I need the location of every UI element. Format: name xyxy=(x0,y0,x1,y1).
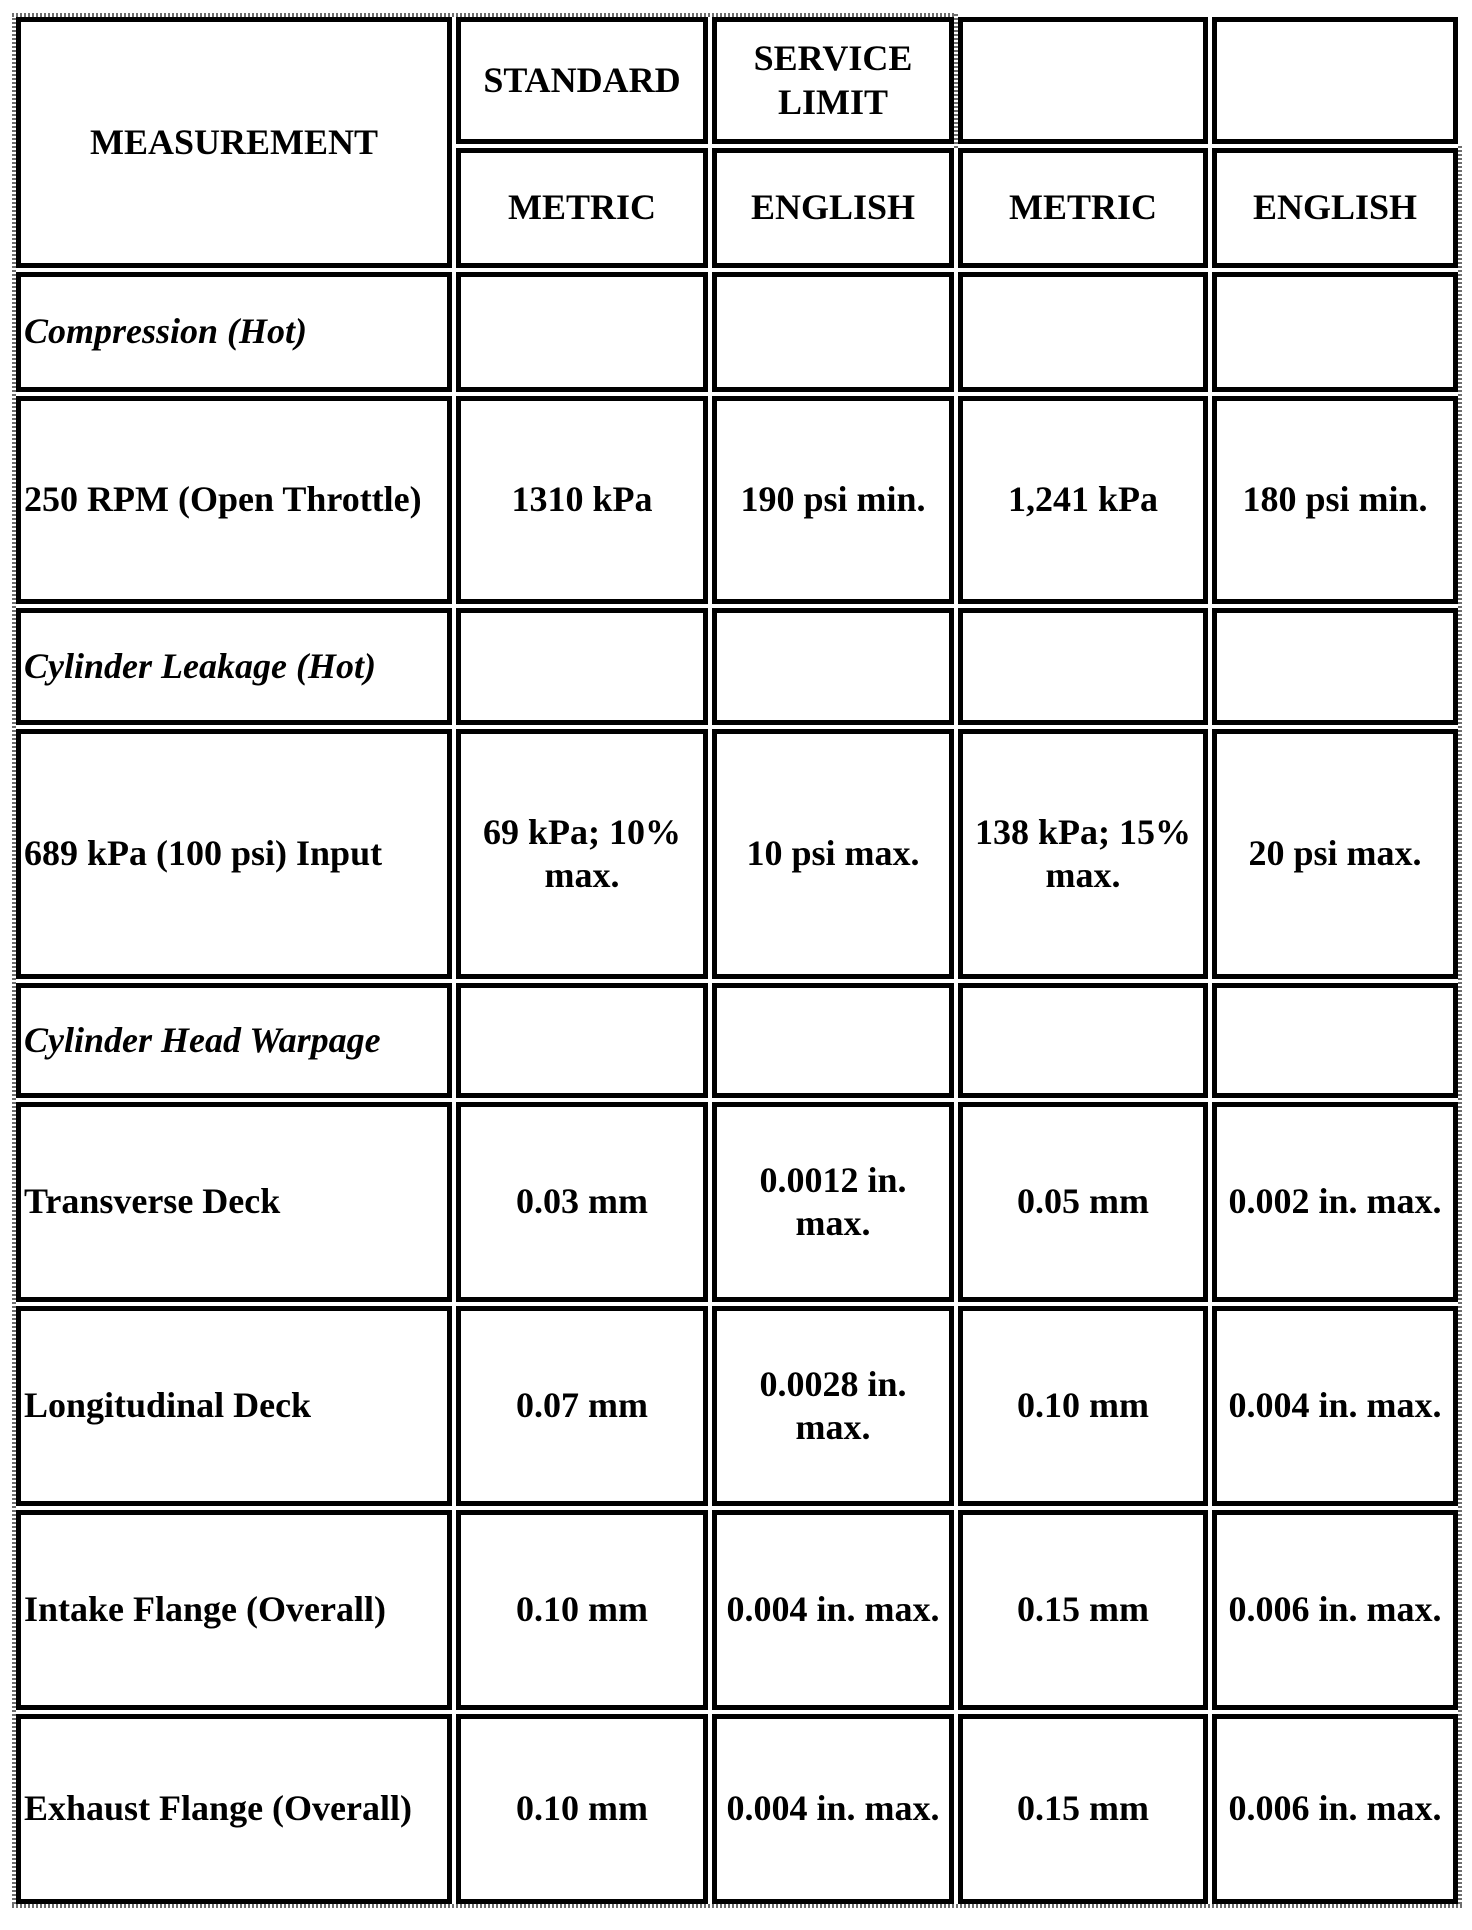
value-cell xyxy=(712,983,954,1098)
row-label-cell: Cylinder Head Warpage xyxy=(16,983,452,1098)
value-cell xyxy=(456,983,708,1098)
value-cell: 1310 kPa xyxy=(456,396,708,604)
row-label-cell: 689 kPa (100 psi) Input xyxy=(16,729,452,979)
row-label-cell: Compression (Hot) xyxy=(16,272,452,392)
table-row xyxy=(16,608,1458,725)
value-cell xyxy=(958,983,1208,1098)
value-cell: 0.006 in. max. xyxy=(1212,1714,1458,1904)
value-cell: 180 psi min. xyxy=(1212,396,1458,604)
value-cell: 0.07 mm xyxy=(456,1306,708,1506)
table-row xyxy=(16,1714,1458,1904)
value-cell xyxy=(958,608,1208,725)
value-cell: 0.002 in. max. xyxy=(1212,1102,1458,1302)
row-label-cell: Transverse Deck xyxy=(16,1102,452,1302)
value-cell xyxy=(1212,983,1458,1098)
value-cell: 0.10 mm xyxy=(456,1510,708,1710)
spec-table xyxy=(12,13,1462,1908)
value-cell: 0.05 mm xyxy=(958,1102,1208,1302)
row-label-cell: Cylinder Leakage (Hot) xyxy=(16,608,452,725)
table-row xyxy=(16,983,1458,1098)
table-row xyxy=(16,396,1458,604)
table-row xyxy=(16,272,1458,392)
table-row xyxy=(16,1102,1458,1302)
standard-header-cell: STANDARD xyxy=(456,17,708,144)
value-cell: 0.004 in. max. xyxy=(1212,1306,1458,1506)
measurement-header-cell: MEASUREMENT xyxy=(16,17,452,268)
phantom-cell xyxy=(1212,17,1458,144)
row-label-cell: Exhaust Flange (Overall) xyxy=(16,1714,452,1904)
value-cell: 0.10 mm xyxy=(456,1714,708,1904)
value-cell xyxy=(1212,608,1458,725)
value-cell xyxy=(456,608,708,725)
header-row-1 xyxy=(16,17,1458,144)
value-cell: 0.03 mm xyxy=(456,1102,708,1302)
value-cell: 69 kPa; 10% max. xyxy=(456,729,708,979)
value-cell xyxy=(712,272,954,392)
value-cell xyxy=(1212,272,1458,392)
row-label-cell: Longitudinal Deck xyxy=(16,1306,452,1506)
value-cell: 0.004 in. max. xyxy=(712,1510,954,1710)
value-cell: 0.10 mm xyxy=(958,1306,1208,1506)
value-cell: 0.0028 in. max. xyxy=(712,1306,954,1506)
value-cell: 138 kPa; 15% max. xyxy=(958,729,1208,979)
table-row xyxy=(16,1306,1458,1506)
value-cell: 10 psi max. xyxy=(712,729,954,979)
table-row xyxy=(16,1510,1458,1710)
standard-english-header-cell: ENGLISH xyxy=(712,148,954,268)
value-cell: 0.15 mm xyxy=(958,1714,1208,1904)
spec-table-wrapper xyxy=(12,13,1462,1908)
value-cell: 0.004 in. max. xyxy=(712,1714,954,1904)
row-label-cell: 250 RPM (Open Throttle) xyxy=(16,396,452,604)
value-cell: 0.15 mm xyxy=(958,1510,1208,1710)
table-row xyxy=(16,729,1458,979)
service-metric-header-cell: METRIC xyxy=(958,148,1208,268)
value-cell: 0.006 in. max. xyxy=(1212,1510,1458,1710)
phantom-cell xyxy=(958,17,1208,144)
value-cell: 0.0012 in. max. xyxy=(712,1102,954,1302)
value-cell: 190 psi min. xyxy=(712,396,954,604)
value-cell: 20 psi max. xyxy=(1212,729,1458,979)
row-label-cell: Intake Flange (Overall) xyxy=(16,1510,452,1710)
value-cell: 1,241 kPa xyxy=(958,396,1208,604)
value-cell xyxy=(712,608,954,725)
value-cell xyxy=(456,272,708,392)
value-cell xyxy=(958,272,1208,392)
service-english-header-cell: ENGLISH xyxy=(1212,148,1458,268)
standard-metric-header-cell: METRIC xyxy=(456,148,708,268)
service-limit-header-cell: SERVICE LIMIT xyxy=(712,17,954,144)
